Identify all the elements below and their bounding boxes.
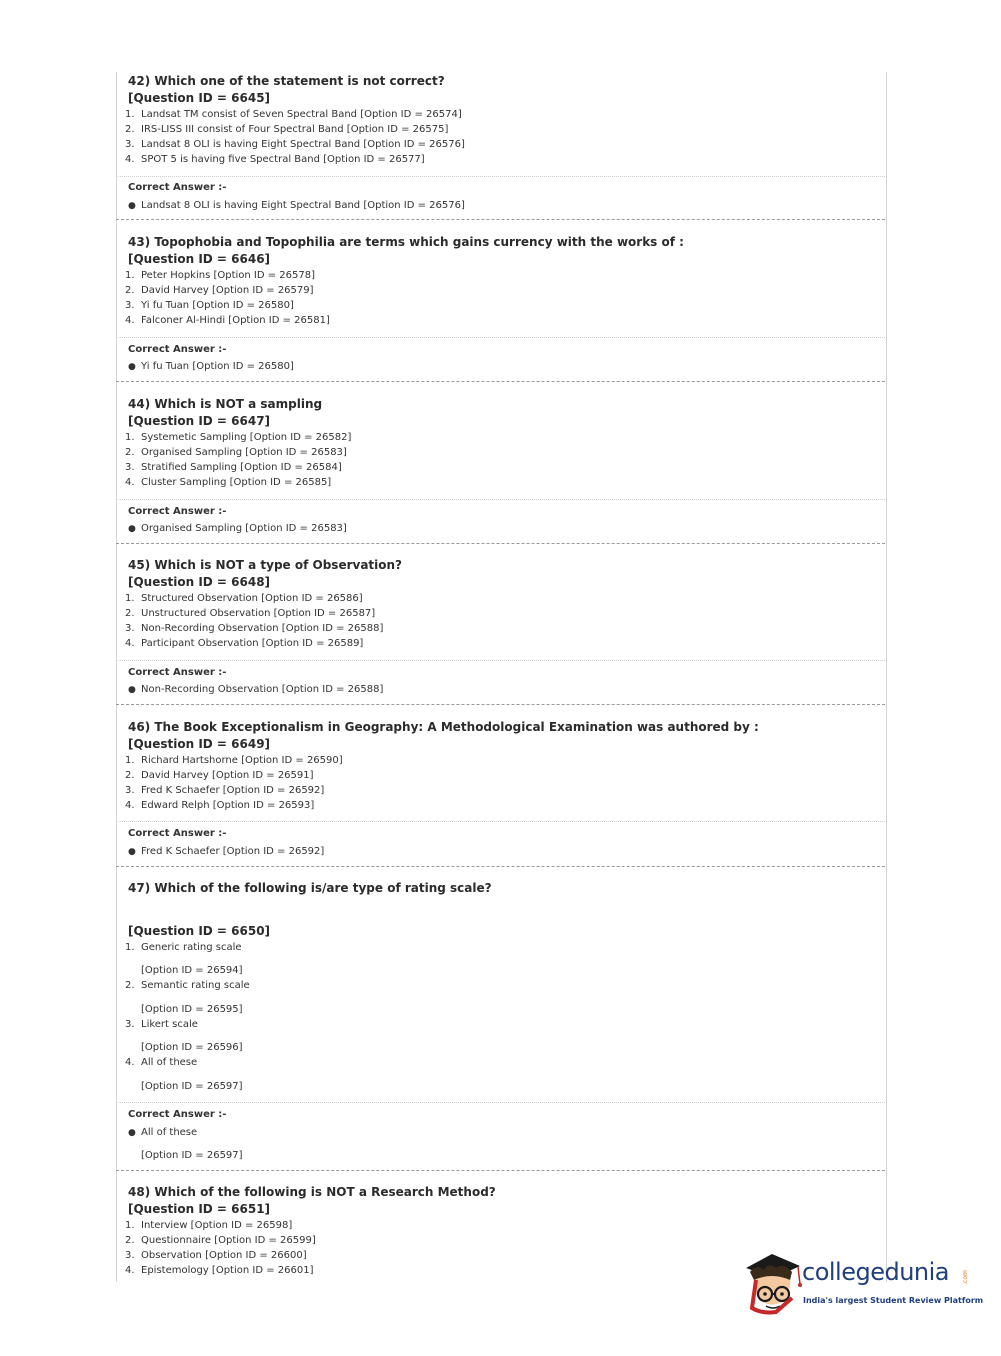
bullet-icon: ● [128, 362, 136, 372]
correct-answer: ● Fred K Schaefer [Option ID = 26592] [128, 846, 325, 857]
correct-answer: ● Landsat 8 OLI is having Eight Spectral Band [Option ID = 26576] [128, 200, 465, 211]
option-item: 3. Landsat 8 OLI is having Eight Spectral Band [Option ID = 26576] [125, 139, 465, 150]
option-id: [Option ID = 26595] [141, 1004, 243, 1015]
question-id: [Question ID = 6647] [128, 414, 271, 428]
bullet-icon: ● [128, 201, 136, 211]
divider [116, 821, 885, 822]
option-item: 1. Systemetic Sampling [Option ID = 26582] [125, 432, 352, 443]
correct-answer: ● Yi fu Tuan [Option ID = 26580] [128, 361, 294, 372]
divider [116, 499, 885, 500]
correct-answer-label: Correct Answer :- [128, 1109, 227, 1120]
option-item: 2. David Harvey [Option ID = 26591] [125, 770, 314, 781]
correct-answer: ● Organised Sampling [Option ID = 26583] [128, 523, 347, 534]
question-separator [116, 1170, 885, 1171]
question-title: 44) Which is NOT a sampling [128, 397, 323, 411]
correct-answer-label: Correct Answer :- [128, 344, 227, 355]
mascot-icon [742, 1250, 804, 1320]
question-title: 43) Topophobia and Topophilia are terms which gains currency with the works of : [128, 235, 684, 249]
option-item: 2. David Harvey [Option ID = 26579] [125, 285, 314, 296]
option-item: 1. Interview [Option ID = 26598] [125, 1220, 293, 1231]
question-title: 46) The Book Exceptionalism in Geography: A Methodological Examination was authored by : [128, 720, 759, 734]
option-item: 1. Peter Hopkins [Option ID = 26578] [125, 270, 316, 281]
option-id: [Option ID = 26594] [141, 965, 243, 976]
option-item: 1. Richard Hartshorne [Option ID = 26590] [125, 755, 343, 766]
correct-answer-label: Correct Answer :- [128, 828, 227, 839]
option-item: 3. Fred K Schaefer [Option ID = 26592] [125, 785, 325, 796]
divider [116, 660, 885, 661]
option-item: 4. Participant Observation [Option ID = 26589] [125, 638, 364, 649]
brand-tagline: India's largest Student Review Platform [803, 1296, 984, 1305]
option-item: 2. Unstructured Observation [Option ID = 26587] [125, 608, 376, 619]
collegedunia-logo [742, 1250, 984, 1320]
option-item: 2. IRS-LISS III consist of Four Spectral Band [Option ID = 26575] [125, 124, 449, 135]
question-id: [Question ID = 6651] [128, 1202, 271, 1216]
question-title: 45) Which is NOT a type of Observation? [128, 558, 403, 572]
option-item: 4. All of these [125, 1057, 198, 1068]
bullet-icon: ● [128, 685, 136, 695]
option-id: [Option ID = 26597] [141, 1081, 243, 1092]
question-id: [Question ID = 6648] [128, 575, 271, 589]
option-item: 2. Organised Sampling [Option ID = 26583] [125, 447, 347, 458]
brand-domain: .com [961, 1270, 969, 1285]
question-separator [116, 219, 885, 220]
divider [116, 337, 885, 338]
option-item: 3. Likert scale [125, 1019, 198, 1030]
question-separator [116, 543, 885, 544]
option-id: [Option ID = 26596] [141, 1042, 243, 1053]
bullet-icon: ● [128, 1128, 136, 1138]
option-item: 1. Structured Observation [Option ID = 26586] [125, 593, 363, 604]
option-item: 3. Stratified Sampling [Option ID = 26584] [125, 462, 342, 473]
correct-answer: ● All of these [128, 1127, 198, 1138]
question-separator [116, 866, 885, 867]
correct-answer-label: Correct Answer :- [128, 182, 227, 193]
option-id: [Option ID = 26597] [141, 1150, 243, 1161]
option-item: 1. Landsat TM consist of Seven Spectral Band [Option ID = 26574] [125, 109, 462, 120]
option-item: 2. Semantic rating scale [125, 980, 250, 991]
question-title: 42) Which one of the statement is not correct? [128, 74, 445, 88]
option-item: 3. Observation [Option ID = 26600] [125, 1250, 307, 1261]
question-separator [116, 381, 885, 382]
option-item: 4. Falconer Al-Hindi [Option ID = 26581] [125, 315, 330, 326]
question-id: [Question ID = 6645] [128, 91, 271, 105]
question-title: 48) Which of the following is NOT a Research Method? [128, 1185, 496, 1199]
option-item: 4. SPOT 5 is having five Spectral Band [Option ID = 26577] [125, 154, 425, 165]
option-item: 1. Generic rating scale [125, 942, 242, 953]
correct-answer-label: Correct Answer :- [128, 667, 227, 678]
question-id: [Question ID = 6649] [128, 737, 271, 751]
brand-name: collegedunia [802, 1258, 950, 1286]
divider [116, 176, 885, 177]
option-item: 4. Edward Relph [Option ID = 26593] [125, 800, 315, 811]
question-id: [Question ID = 6650] [128, 924, 271, 938]
divider [116, 1102, 885, 1103]
bullet-icon: ● [128, 524, 136, 534]
question-separator [116, 704, 885, 705]
correct-answer-label: Correct Answer :- [128, 506, 227, 517]
bullet-icon: ● [128, 847, 136, 857]
option-item: 4. Epistemology [Option ID = 26601] [125, 1265, 314, 1276]
correct-answer: ● Non-Recording Observation [Option ID = 26588] [128, 684, 384, 695]
question-title: 47) Which of the following is/are type of rating scale? [128, 881, 492, 895]
option-item: 4. Cluster Sampling [Option ID = 26585] [125, 477, 332, 488]
option-item: 3. Yi fu Tuan [Option ID = 26580] [125, 300, 294, 311]
option-item: 2. Questionnaire [Option ID = 26599] [125, 1235, 316, 1246]
option-item: 3. Non-Recording Observation [Option ID = 26588] [125, 623, 384, 634]
question-id: [Question ID = 6646] [128, 252, 271, 266]
